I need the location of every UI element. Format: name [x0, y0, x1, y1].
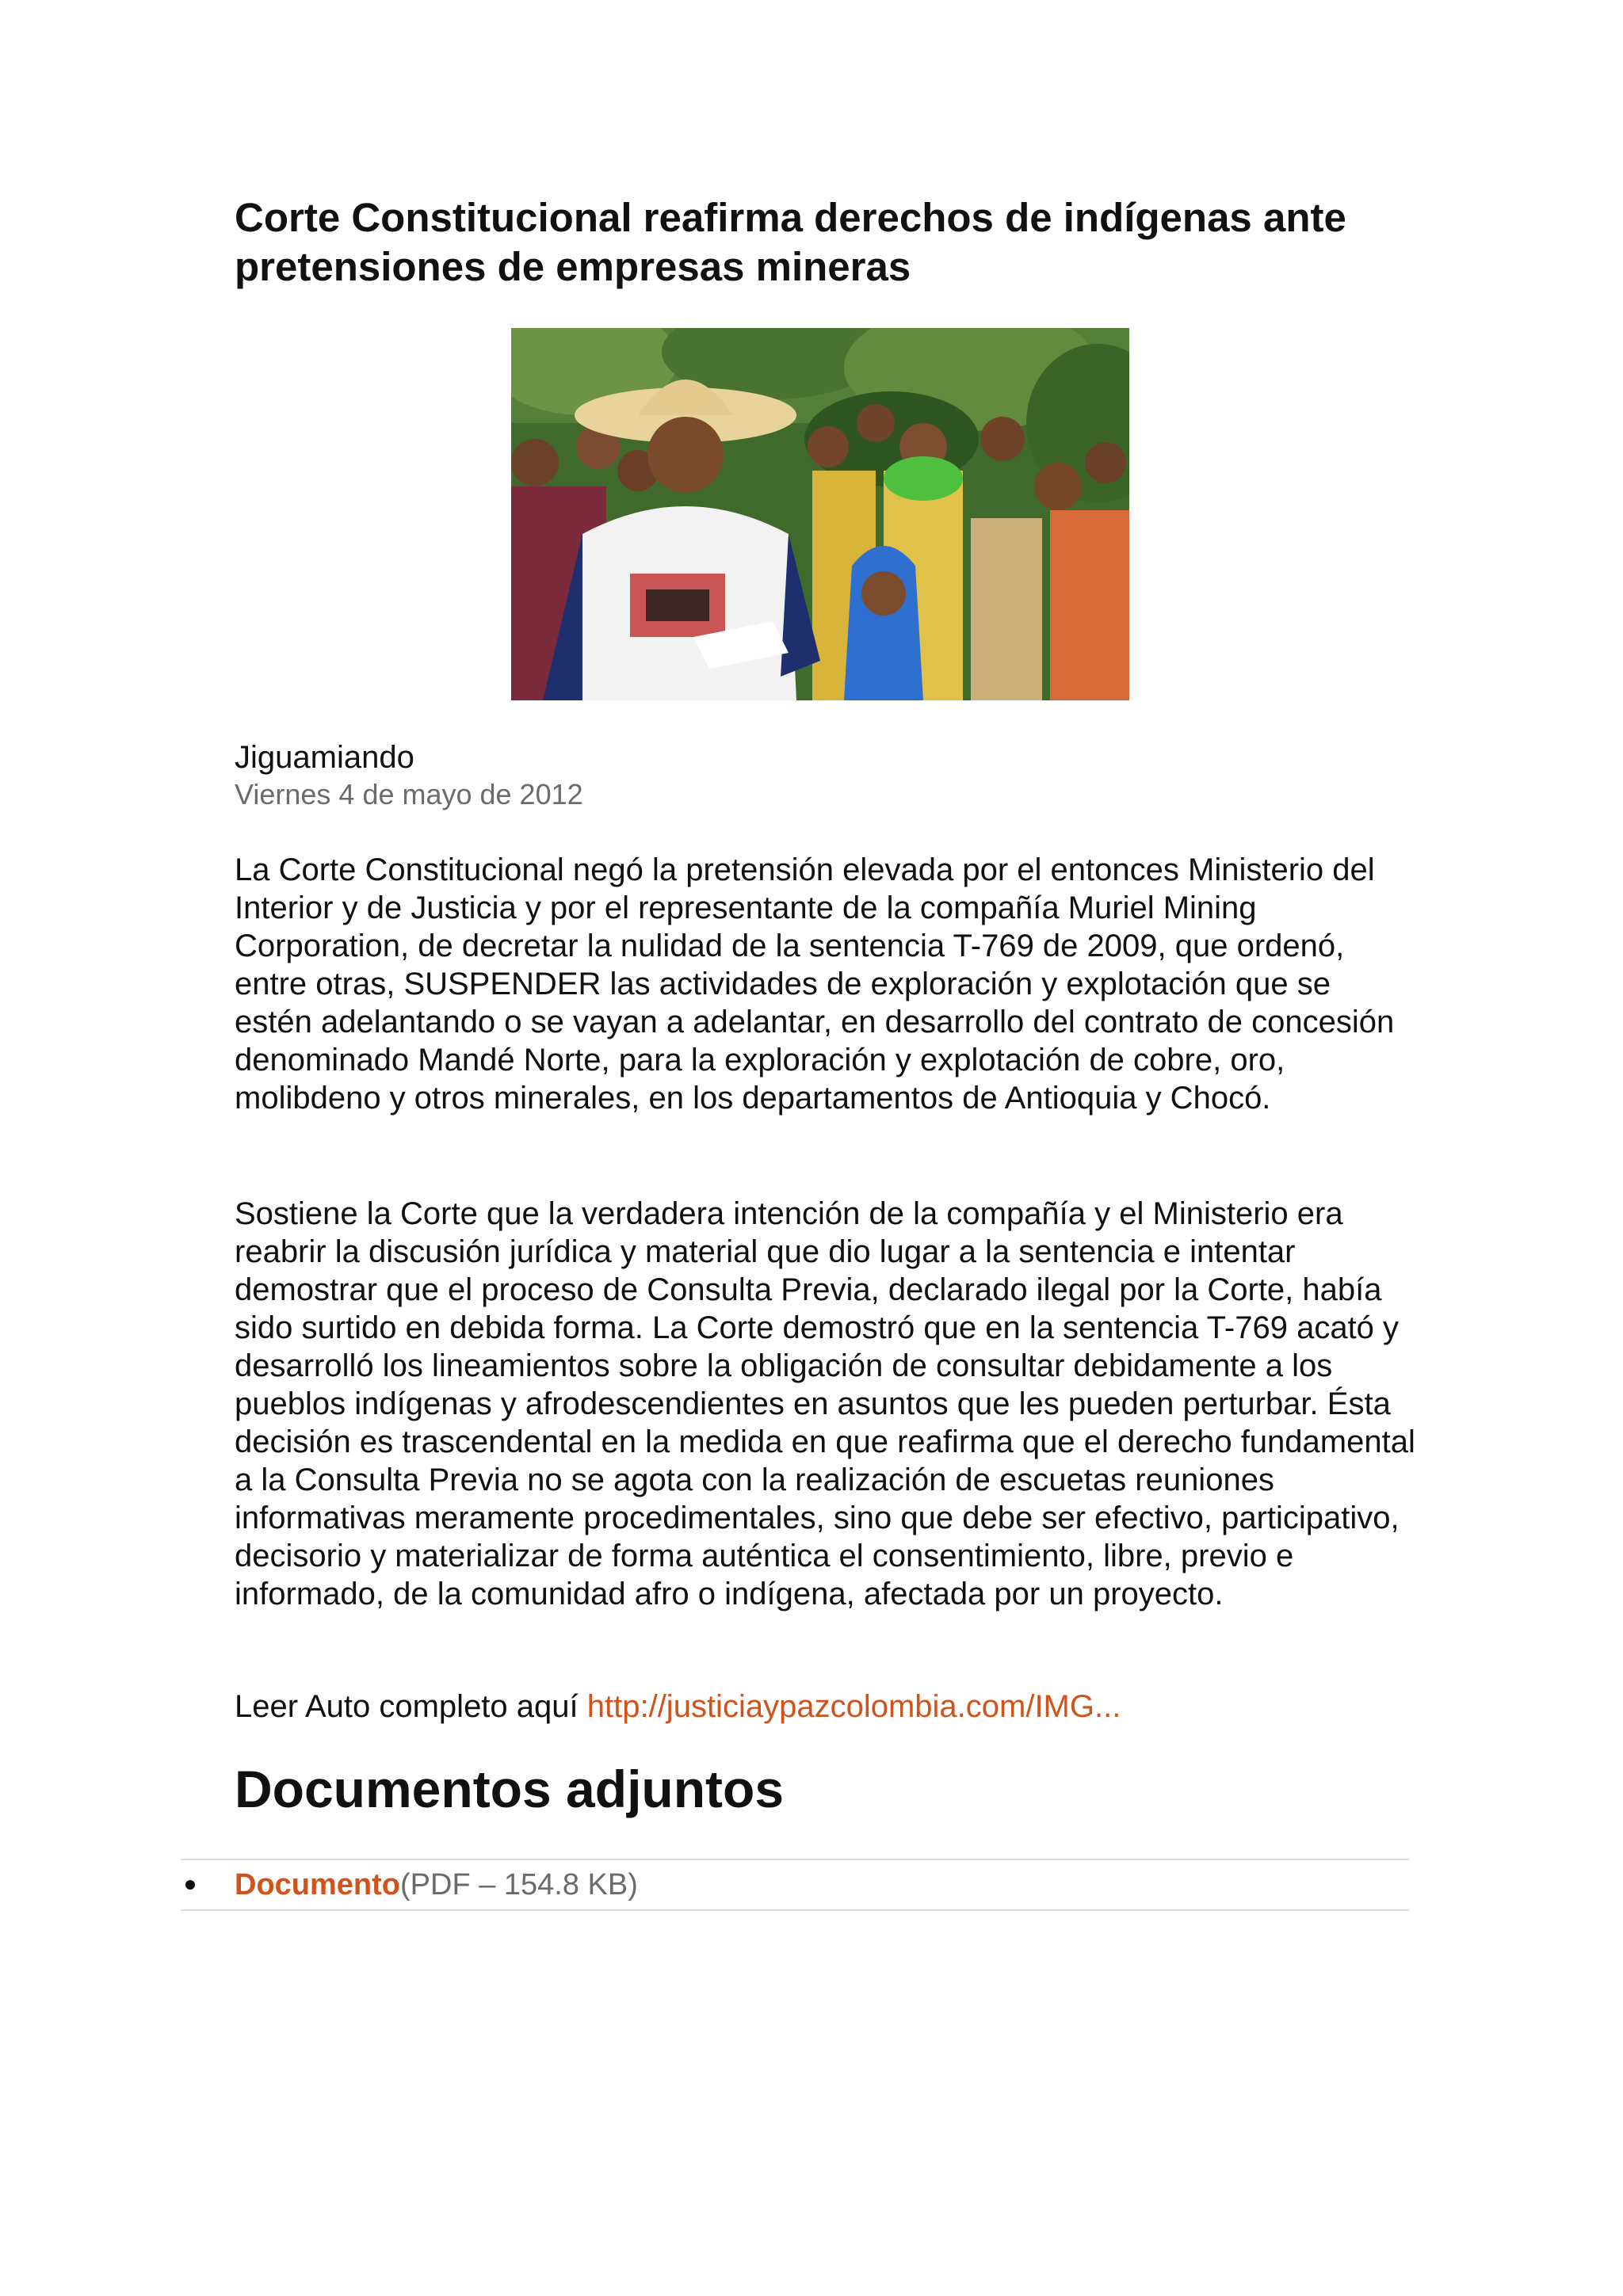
- read-more-label: Leer Auto completo aquí: [235, 1689, 587, 1724]
- article-paragraph: La Corte Constitucional negó la pretensión elevada por el entonces Ministerio del Interior y de Justicia y por el representante de la compañía Muriel Mining Corporation, de decretar la nulidad de la sentencia T-769 de 2009, que ordenó, entre otras, SUSPENDER las actividades de exploración y explotación que se estén adelantando o se vayan a adelantar, en desarrollo del contrato de concesión denominado Mandé Norte, para la exploración y explotación de cobre, oro, molibdeno y otros minerales, en los departamentos de Antioquia y Chocó.: [235, 852, 1395, 1116]
- article-paragraph: Sostiene la Corte que la verdadera intención de la compañía y el Ministerio era reabrir la discusión jurídica y material que dio lugar a la sentencia e intentar demostrar que el proceso de Consulta Previa, declarado ilegal por la Corte, había sido surtido en debida forma. La Corte demostró que en la sentencia T-769 acató y desarrolló los lineamientos sobre la obligación de consultar debidamente a los pueblos indígenas y afrodescendientes en asuntos que les pueden perturbar. Ésta decisión es trascendental en la medida en que reafirma que el derecho fundamental a la Consulta Previa no se agota con la realización de escuetas reuniones informativas meramente procedimentales, sino que debe ser efectivo, participativo, decisorio y materializar de forma auténtica el consentimiento, libre, previo e informado, de la comunidad afro o indígena, afectada por un proyecto.: [235, 1196, 1415, 1611]
- attachment-link[interactable]: Documento: [235, 1867, 400, 1901]
- attachment-meta: (PDF – 154.8 KB): [400, 1867, 638, 1901]
- read-more-line: [235, 1688, 1121, 1726]
- divider: [181, 1859, 1409, 1860]
- full-auto-link[interactable]: http://justiciaypazcolombia.com/IMG...: [586, 1689, 1121, 1724]
- article-title: Corte Constitucional reafirma derechos de indígenas ante pretensiones de empresas mineras: [235, 195, 1346, 289]
- divider: [181, 1909, 1409, 1911]
- article-photo: [511, 328, 1129, 700]
- article-date: Viernes 4 de mayo de 2012: [235, 778, 583, 810]
- article-source: Jiguamiando: [235, 740, 414, 775]
- attachments-heading: Documentos adjuntos: [235, 1760, 785, 1818]
- bullet-icon: [185, 1880, 195, 1890]
- attachment-item: [181, 1865, 638, 1905]
